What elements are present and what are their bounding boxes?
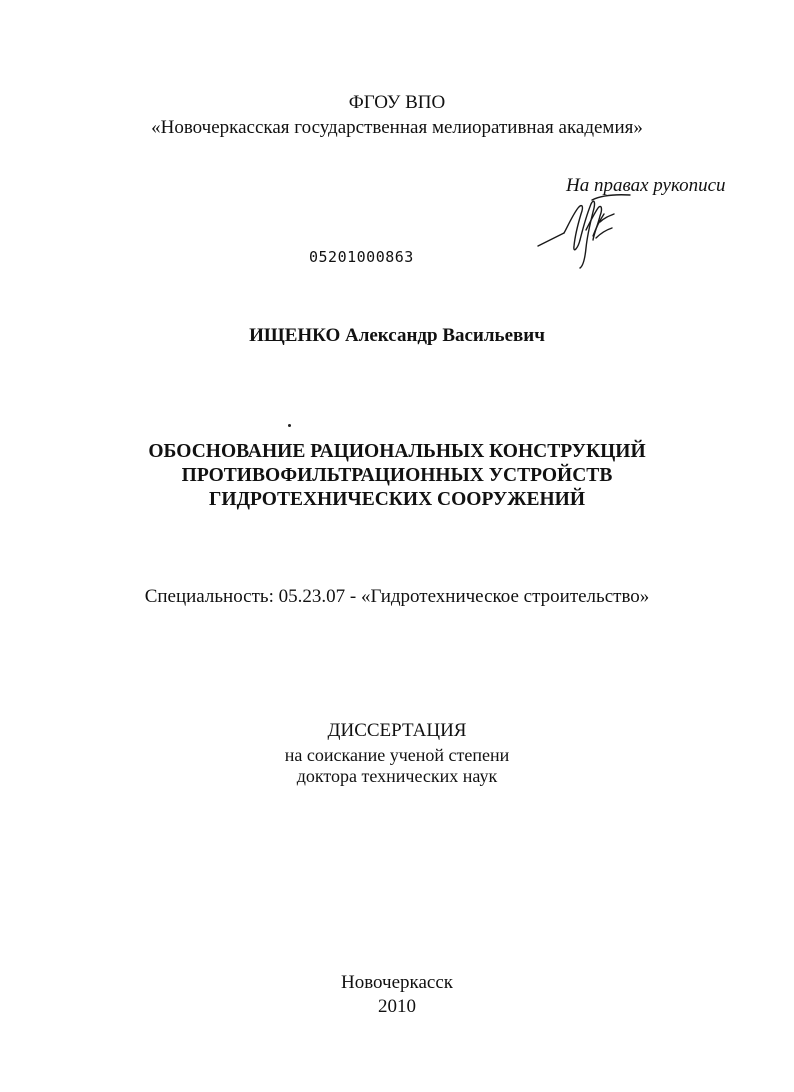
- degree-line-1: на соискание ученой степени: [284, 745, 510, 765]
- specialty-line: Специальность: 05.23.07 - «Гидротехническое строительство»: [144, 586, 650, 607]
- title-line: ПРОТИВОФИЛЬТРАЦИОННЫХ УСТРОЙСТВ: [181, 465, 613, 486]
- city: Новочеркасск: [340, 972, 454, 993]
- dissertation-title: [0, 440, 794, 512]
- document-code: 05201000863: [309, 248, 414, 266]
- author-name: ИЩЕНКО Александр Васильевич: [249, 325, 545, 346]
- handwritten-signature: [534, 188, 644, 270]
- title-line: ГИДРОТЕХНИЧЕСКИХ СООРУЖЕНИЙ: [209, 489, 585, 510]
- organization-short: ФГОУ ВПО: [348, 92, 446, 113]
- dissertation-label: ДИССЕРТАЦИЯ: [327, 720, 467, 741]
- organization-full: «Новочеркасская государственная мелиоративная академия»: [151, 117, 643, 138]
- year: 2010: [378, 996, 416, 1017]
- manuscript-rights-label: На правах рукописи: [566, 175, 726, 196]
- title-line: ОБОСНОВАНИЕ РАЦИОНАЛЬНЫХ КОНСТРУКЦИЙ: [148, 441, 646, 462]
- degree-line-2: доктора технических наук: [296, 766, 498, 786]
- stray-dot: [288, 424, 291, 427]
